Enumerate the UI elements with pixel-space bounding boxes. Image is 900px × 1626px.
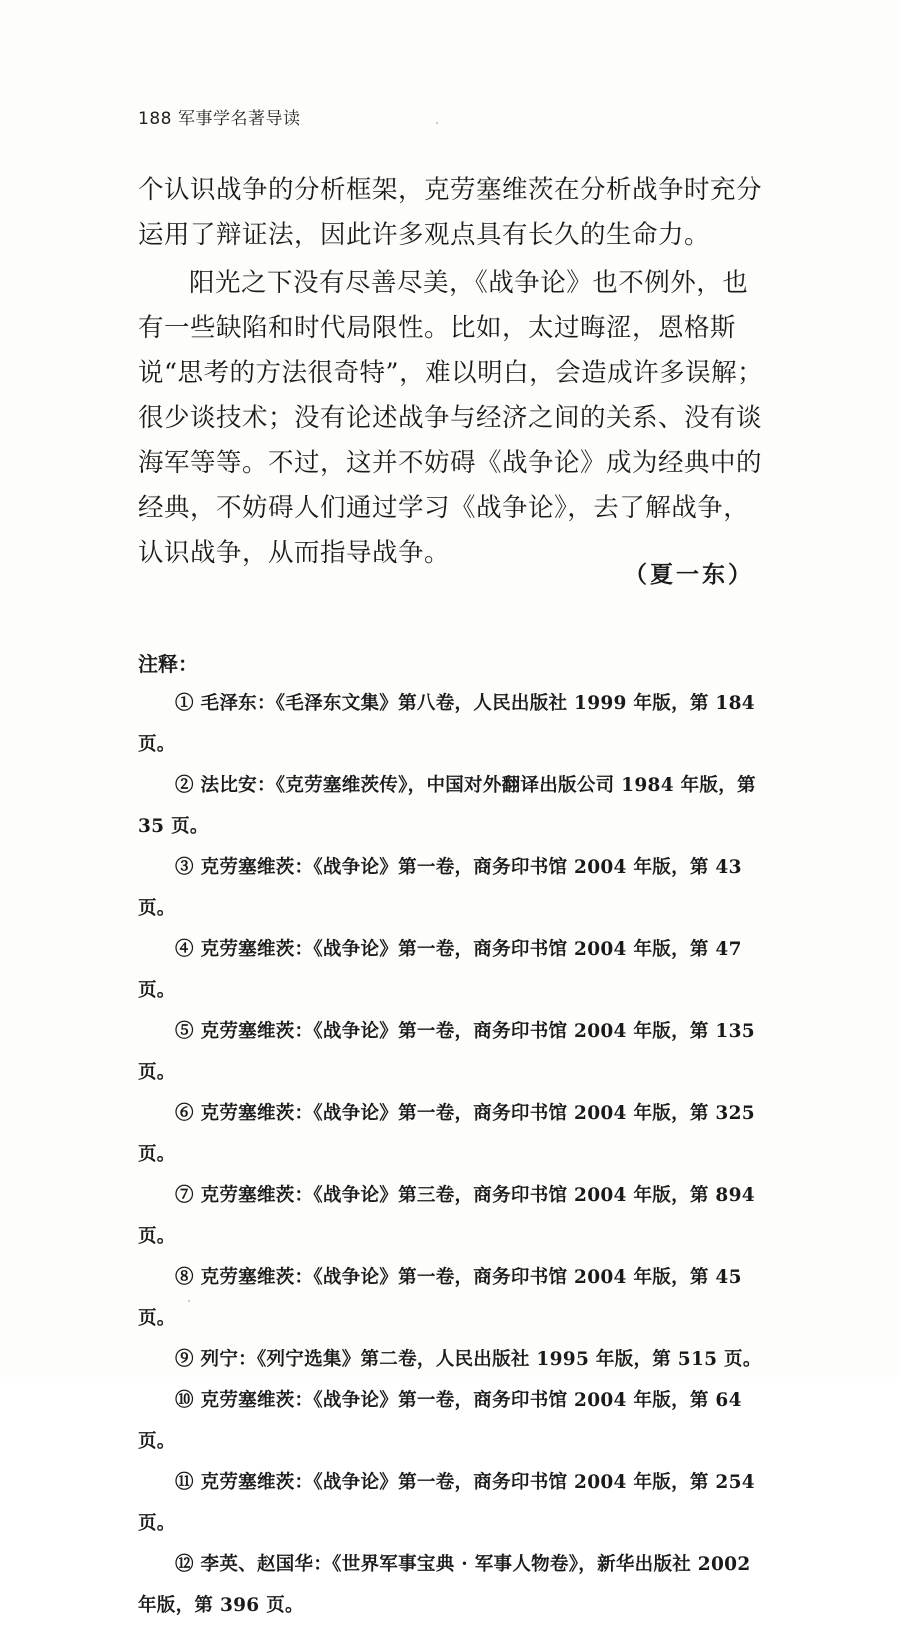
note-item-12: ⑫ 李英、赵国华：《世界军事宝典 · 军事人物卷》，新华出版社 2002 年版，第 396 页。 [138, 1554, 751, 1616]
notes-list [138, 683, 770, 1626]
note-item-1: ① 毛泽东：《毛泽东文集》第八卷，人民出版社 1999 年版，第 184 页。 [138, 693, 755, 755]
note-item-11: ⑪ 克劳塞维茨：《战争论》第一卷，商务印书馆 2004 年版，第 254 页。 [138, 1472, 755, 1534]
paragraph-1: 个认识战争的分析框架，克劳塞维茨在分析战争时充分运用了辩证法，因此许多观点具有长久的生命力。 [138, 175, 763, 250]
paper-speck [436, 122, 438, 124]
running-head [138, 104, 300, 129]
paragraph-2: 阳光之下没有尽善尽美，《战争论》也不例外，也有一些缺陷和时代局限性。比如，太过晦涩，恩格斯说“思考的方法很奇特”，难以明白，会造成许多误解；很少谈技术；没有论述战争与经济之间的关系、没有谈海军等等。不过，这并不妨碍《战争论》成为经典中的经典，不妨碍人们通过学习《战争论》，去了解战争，认识战争，从而指导战争。 [138, 268, 764, 568]
note-item-4: ④ 克劳塞维茨：《战争论》第一卷，商务印书馆 2004 年版，第 47 页。 [138, 939, 742, 1001]
note-item-7: ⑦ 克劳塞维茨：《战争论》第三卷，商务印书馆 2004 年版，第 894 页。 [138, 1185, 755, 1247]
author-signature: （夏一东） [624, 561, 754, 588]
page-number: 188 [138, 109, 172, 129]
note-item-9: ⑨ 列宁：《列宁选集》第二卷，人民出版社 1995 年版，第 515 页。 [175, 1349, 762, 1370]
note-item-3: ③ 克劳塞维茨：《战争论》第一卷，商务印书馆 2004 年版，第 43 页。 [138, 857, 742, 919]
note-item-2: ② 法比安：《克劳塞维茨传》，中国对外翻译出版公司 1984 年版，第 35 页。 [138, 775, 756, 837]
notes-heading: 注释： [138, 652, 198, 676]
note-item-8: ⑧ 克劳塞维茨：《战争论》第一卷，商务印书馆 2004 年版，第 45 页。 [138, 1267, 742, 1329]
paper-speck [188, 1300, 190, 1302]
note-item-10: ⑩ 克劳塞维茨：《战争论》第一卷，商务印书馆 2004 年版，第 64 页。 [138, 1390, 742, 1452]
note-item-5: ⑤ 克劳塞维茨：《战争论》第一卷，商务印书馆 2004 年版，第 135 页。 [138, 1021, 755, 1083]
body-text [138, 168, 770, 576]
book-title: 军事学名著导读 [177, 109, 301, 129]
note-item-6: ⑥ 克劳塞维茨：《战争论》第一卷，商务印书馆 2004 年版，第 325 页。 [138, 1103, 755, 1165]
